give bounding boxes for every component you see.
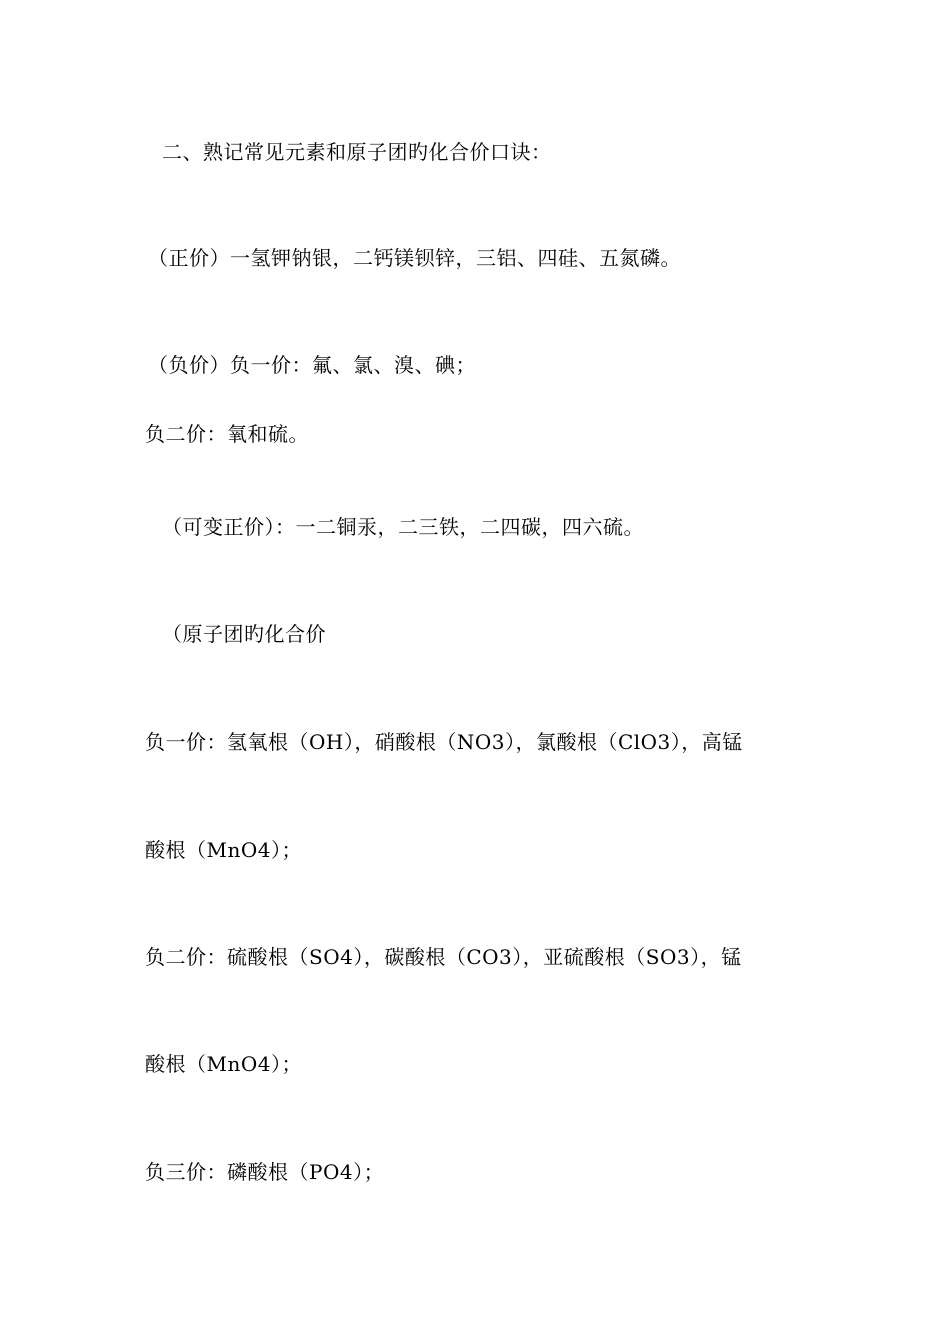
variable-valence-line: （可变正价）：一二铜汞，二三铁，二四碳，四六硫。 (162, 515, 644, 539)
radical-valence-heading: （原子团旳化合价 (162, 622, 326, 646)
radical-neg-one-cont: 酸根（MnO4）； (145, 838, 302, 862)
positive-valence-line: （正价）一氢钾钠银，二钙镁钡锌，三铝、四硅、五氮磷。 (148, 246, 681, 270)
radical-neg-two-cont: 酸根（MnO4）； (145, 1052, 302, 1076)
section-heading: 二、熟记常见元素和原子团旳化合价口诀： (162, 140, 552, 164)
negative-two-line: 负二价：氧和硫。 (145, 422, 309, 446)
radical-neg-three-line: 负三价：磷酸根（PO4）； (145, 1160, 385, 1184)
radical-neg-one-line: 负一价：氢氧根（OH），硝酸根（NO3），氯酸根（ClO3），高锰 (145, 730, 743, 754)
radical-neg-two-line: 负二价：硫酸根（SO4），碳酸根（CO3），亚硫酸根（SO3），锰 (145, 945, 742, 969)
negative-valence-line: （负价）负一价：氟、氯、溴、碘； (148, 353, 476, 377)
